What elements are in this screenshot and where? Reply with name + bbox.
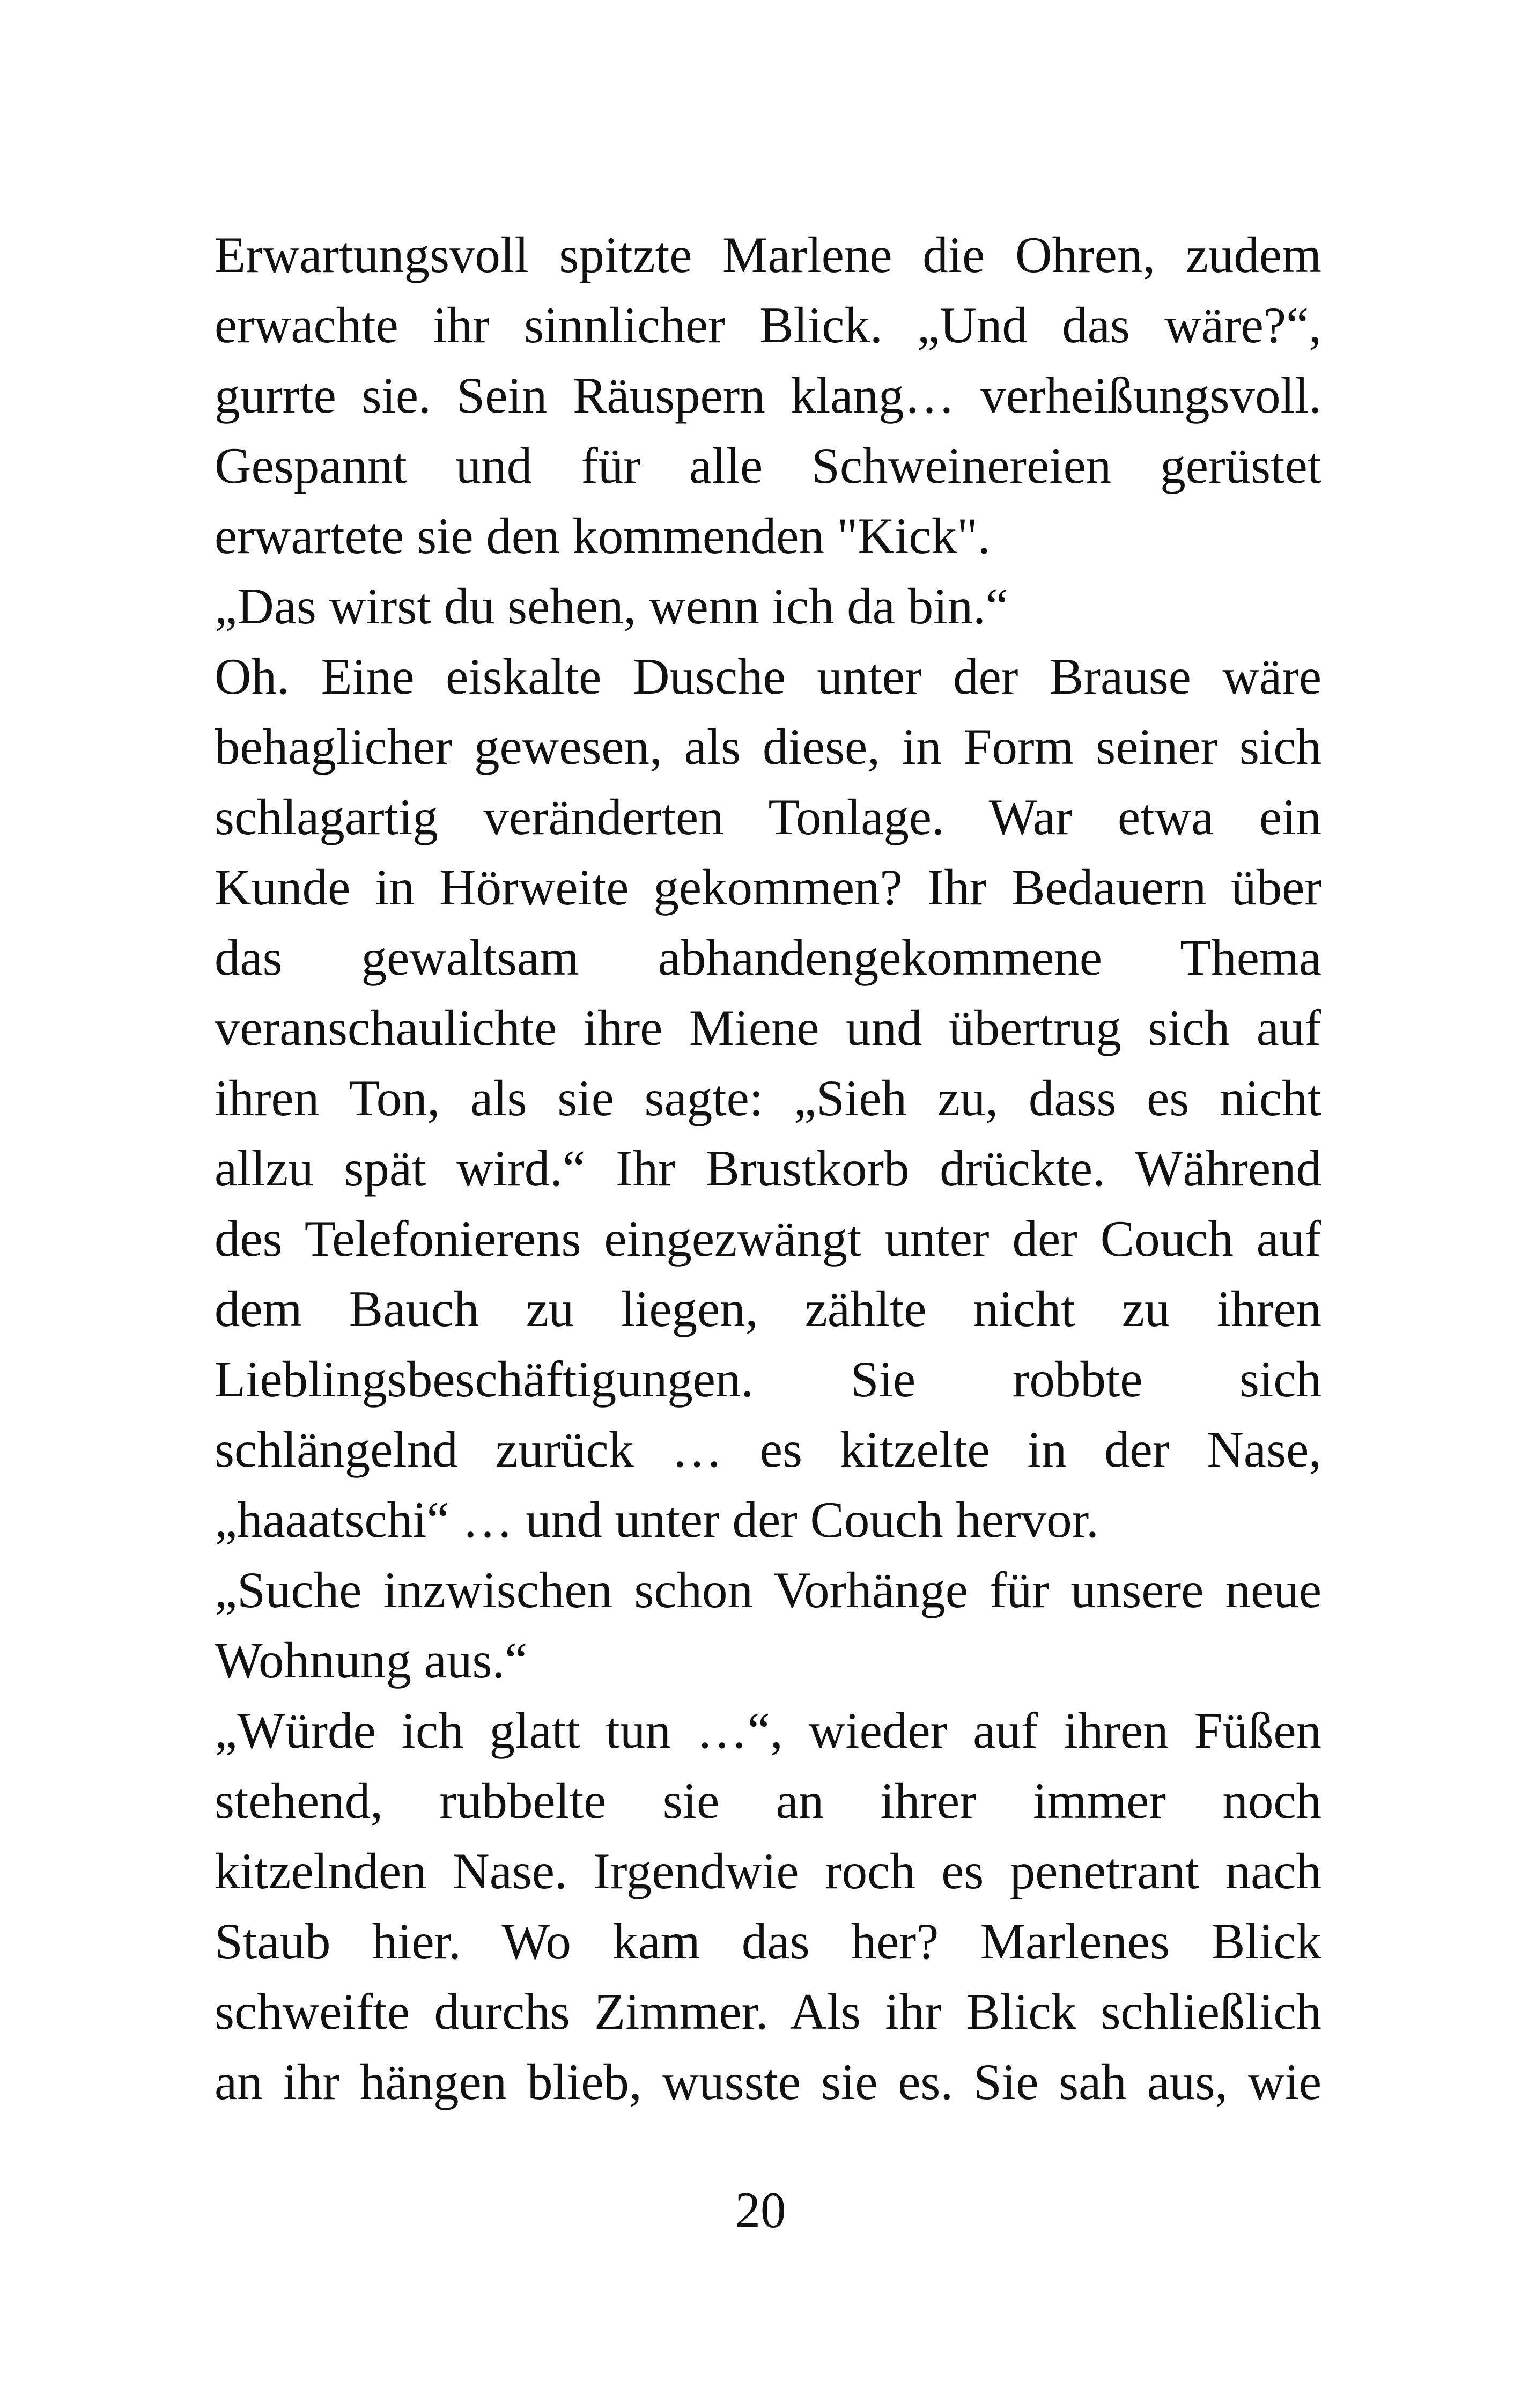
text-line-21: Wohnung aus.“ [215, 1632, 528, 1689]
text-line-16: dem Bauch zu liegen, zählte nicht zu ihren [215, 1280, 1321, 1337]
text-line-10: Kunde in Hörweite gekommen? Ihr Bedauern über [215, 859, 1321, 916]
text-line-5: erwartete sie den kommenden "Kick". [215, 507, 991, 564]
text-line-22: „Würde ich glatt tun …“, wieder auf ihren Füßen [215, 1702, 1321, 1759]
text-line-26: schweifte durchs Zimmer. Als ihr Blick schließlich [215, 1983, 1321, 2040]
text-line-27: an ihr hängen blieb, wusste sie es. Sie sah aus, wie [215, 2053, 1321, 2110]
text-line-24: kitzelnden Nase. Irgendwie roch es penetrant nach [215, 1843, 1321, 1899]
text-line-18: schlängelnd zurück … es kitzelte in der Nase, [215, 1421, 1321, 1478]
text-line-6: „Das wirst du sehen, wenn ich da bin.“ [215, 578, 1009, 635]
text-line-12: veranschaulichte ihre Miene und übertrug sich auf [215, 999, 1321, 1056]
text-line-1: Erwartungsvoll spitzte Marlene die Ohren, zudem [215, 226, 1321, 283]
text-line-23: stehend, rubbelte sie an ihrer immer noch [215, 1772, 1321, 1829]
text-line-3: gurrte sie. Sein Räuspern klang… verheißungsvoll. [215, 367, 1321, 424]
text-line-13: ihren Ton, als sie sagte: „Sieh zu, dass es nicht [215, 1070, 1321, 1126]
text-line-14: allzu spät wird.“ Ihr Brustkorb drückte. Während [215, 1140, 1321, 1197]
text-line-15: des Telefonierens eingezwängt unter der Couch auf [215, 1210, 1321, 1267]
body-text [215, 220, 1321, 2117]
text-line-11: das gewaltsam abhandengekommene Thema [215, 929, 1321, 986]
text-line-25: Staub hier. Wo kam das her? Marlenes Blick [215, 1913, 1321, 1970]
text-line-2: erwachte ihr sinnlicher Blick. „Und das wäre?“, [215, 297, 1321, 354]
text-line-19: „haaatschi“ … und unter der Couch hervor. [215, 1491, 1099, 1548]
text-line-20: „Suche inzwischen schon Vorhänge für unsere neue [215, 1562, 1321, 1618]
page-number: 20 [735, 2182, 786, 2238]
text-line-4: Gespannt und für alle Schweinereien gerüstet [215, 437, 1321, 494]
text-line-8: behaglicher gewesen, als diese, in Form seiner sich [215, 718, 1321, 775]
text-line-9: schlagartig veränderten Tonlage. War etwa ein [215, 789, 1321, 845]
text-line-17: Lieblingsbeschäftigungen. Sie robbte sich [215, 1351, 1321, 1408]
text-line-7: Oh. Eine eiskalte Dusche unter der Brause wäre [215, 648, 1321, 705]
